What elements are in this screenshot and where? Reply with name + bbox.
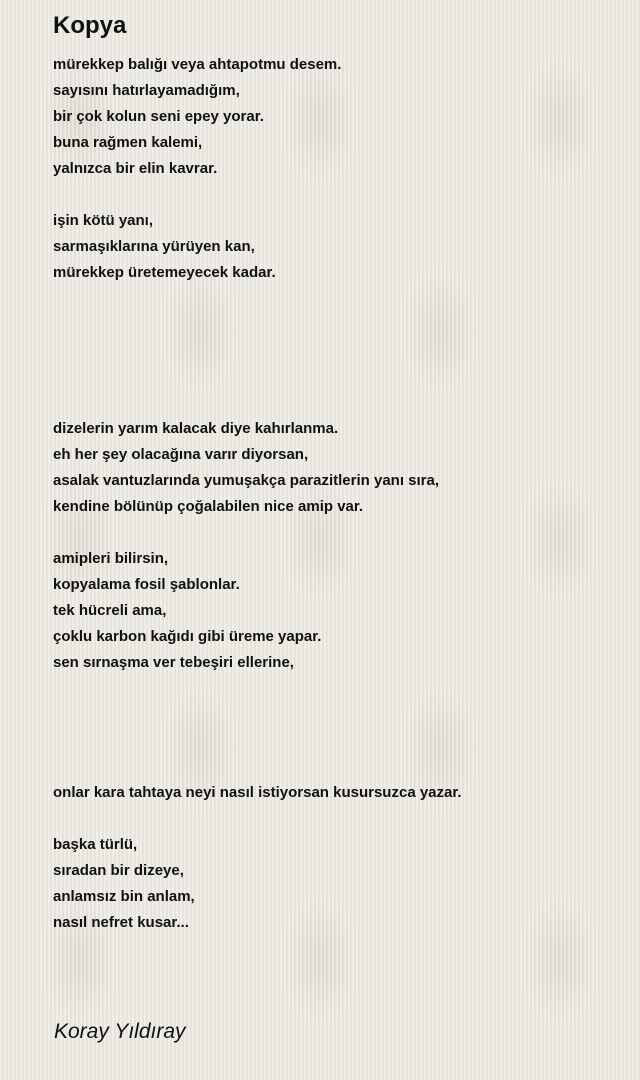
stanza-break <box>53 728 613 754</box>
poem-line: asalak vantuzlarında yumuşakça parazitlerin yanı sıra, <box>53 472 440 489</box>
stanza-break <box>53 338 613 364</box>
stanza-break <box>53 182 613 208</box>
stanza-break <box>53 702 613 728</box>
stanza-break <box>53 390 613 416</box>
poem-line: dizelerin yarım kalacak diye kahırlanma. <box>53 420 339 437</box>
poem-author[interactable]: Koray Yıldıray <box>54 1020 186 1043</box>
poem-line: kendine bölünüp çoğalabilen nice amip var. <box>53 498 364 515</box>
poem-line: mürekkep balığı veya ahtapotmu desem. <box>53 56 342 73</box>
poem-line: sen sırnaşma ver tebeşiri ellerine, <box>53 654 294 671</box>
poem-line: kopyalama fosil şablonlar. <box>53 576 240 593</box>
poem-line: buna rağmen kalemi, <box>53 134 203 151</box>
stanza-break <box>53 806 613 832</box>
poem-line: tek hücreli ama, <box>53 602 167 619</box>
poem-line: çoklu karbon kağıdı gibi üreme yapar. <box>53 628 322 645</box>
poem-line: mürekkep üretemeyecek kadar. <box>53 264 276 281</box>
poem-line: eh her şey olacağına varır diyorsan, <box>53 446 309 463</box>
poem-line: sarmaşıklarına yürüyen kan, <box>53 238 255 255</box>
poem-line: anlamsız bin anlam, <box>53 888 195 905</box>
stanza-break <box>53 312 613 338</box>
stanza-break <box>53 676 613 702</box>
poem-line: işin kötü yanı, <box>53 212 154 229</box>
poem-line: amipleri bilirsin, <box>53 550 169 567</box>
stanza-break <box>53 754 613 780</box>
poem-line: yalnızca bir elin kavrar. <box>53 160 218 177</box>
poem-line: bir çok kolun seni epey yorar. <box>53 108 264 125</box>
stanza-break <box>53 520 613 546</box>
stanza-break <box>53 286 613 312</box>
poem-line: sayısını hatırlayamadığım, <box>53 82 240 99</box>
poem-line: sıradan bir dizeye, <box>53 862 184 879</box>
poem-line: nasıl nefret kusar... <box>53 914 189 931</box>
poem-body <box>53 52 613 936</box>
poem-title: Kopya <box>53 12 127 39</box>
stanza-break <box>53 364 613 390</box>
poem-line: onlar kara tahtaya neyi nasıl istiyorsan kusursuzca yazar. <box>53 784 462 801</box>
poem-line: başka türlü, <box>53 836 138 853</box>
